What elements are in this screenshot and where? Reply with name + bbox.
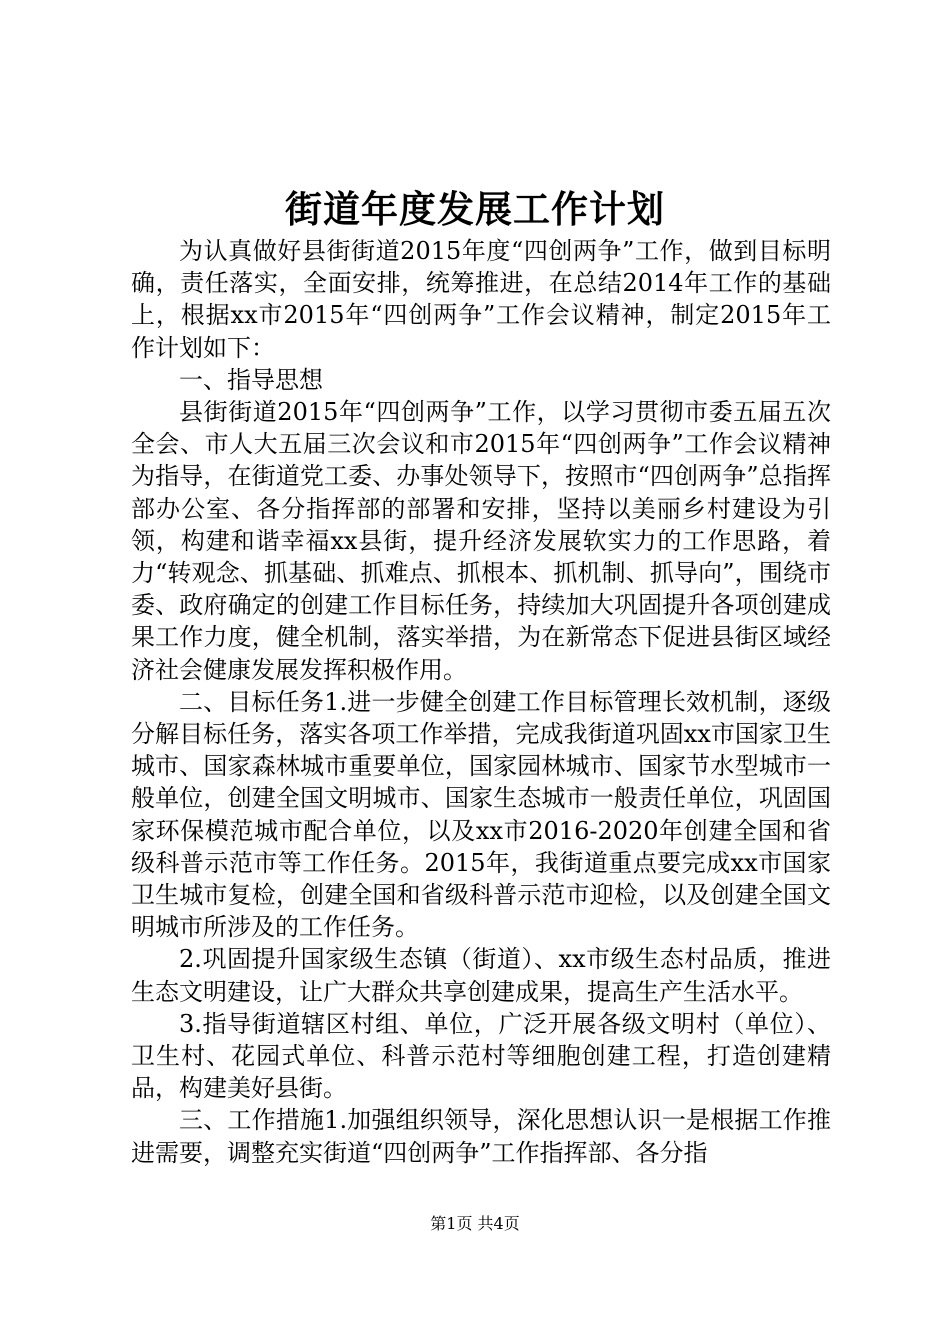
paragraph-target-tasks-2: 2.巩固提升国家级生态镇（街道）、xx市级生态村品质，推进生态文明建设，让广大群众共享创建成果，提高生产生活水平。 — [131, 945, 831, 1006]
paragraph-target-tasks-3: 3.指导街道辖区村组、单位，广泛开展各级文明村（单位）、卫生村、花园式单位、科普示范村等细胞创建工程，打造创建精品，构建美好县街。 — [131, 1009, 831, 1103]
paragraph-target-tasks-1: 二、目标任务1.进一步健全创建工作目标管理长效机制，逐级分解目标任务，落实各项工作举措，完成我街道巩固xx市国家卫生城市、国家森林城市重要单位，国家园林城市、国家节水型城市一般单位，创建全国文明城市、国家生态城市一般责任单位，巩固国家环保模范城市配合单位，以及xx市2016-2020年创建全国和省级科普示范市等工作任务。2015年，我街道重点要完成xx市国家卫生城市复检，创建全国和省级科普示范市迎检，以及创建全国文明城市所涉及的工作任务。 — [131, 687, 831, 942]
document-title: 街道年度发展工作计划 — [285, 187, 665, 231]
paragraph-guiding-thought: 县街街道2015年“四创两争”工作，以学习贯彻市委五届五次全会、市人大五届三次会议和市2015年“四创两争”工作会议精神为指导，在街道党工委、办事处领导下，按照市“四创两争”总指挥部办公室、各分指挥部的部署和安排，坚持以美丽乡村建设为引领，构建和谐幸福xx县街，提升经济发展软实力的工作思路，着力“转观念、抓基础、抓难点、抓根本、抓机制、抓导向”，围绕市委、政府确定的创建工作目标任务，持续加大巩固提升各项创建成果工作力度，健全机制，落实举措，为在新常态下促进县街区域经济社会健康发展发挥积极作用。 — [131, 398, 831, 684]
paragraph-intro: 为认真做好县街街道2015年度“四创两争”工作，做到目标明确，责任落实，全面安排，统筹推进，在总结2014年工作的基础上，根据xx市2015年“四创两争”工作会议精神，制定2015年工作计划如下： — [131, 237, 831, 362]
section-heading-guiding-thought: 一、指导思想 — [179, 365, 323, 394]
page-footer: 第1页 共4页 — [430, 1214, 520, 1233]
document-body — [131, 235, 831, 1169]
paragraph-work-measures: 三、工作措施1.加强组织领导，深化思想认识一是根据工作推进需要，调整充实街道“四创两争”工作指挥部、各分指 — [131, 1106, 831, 1167]
